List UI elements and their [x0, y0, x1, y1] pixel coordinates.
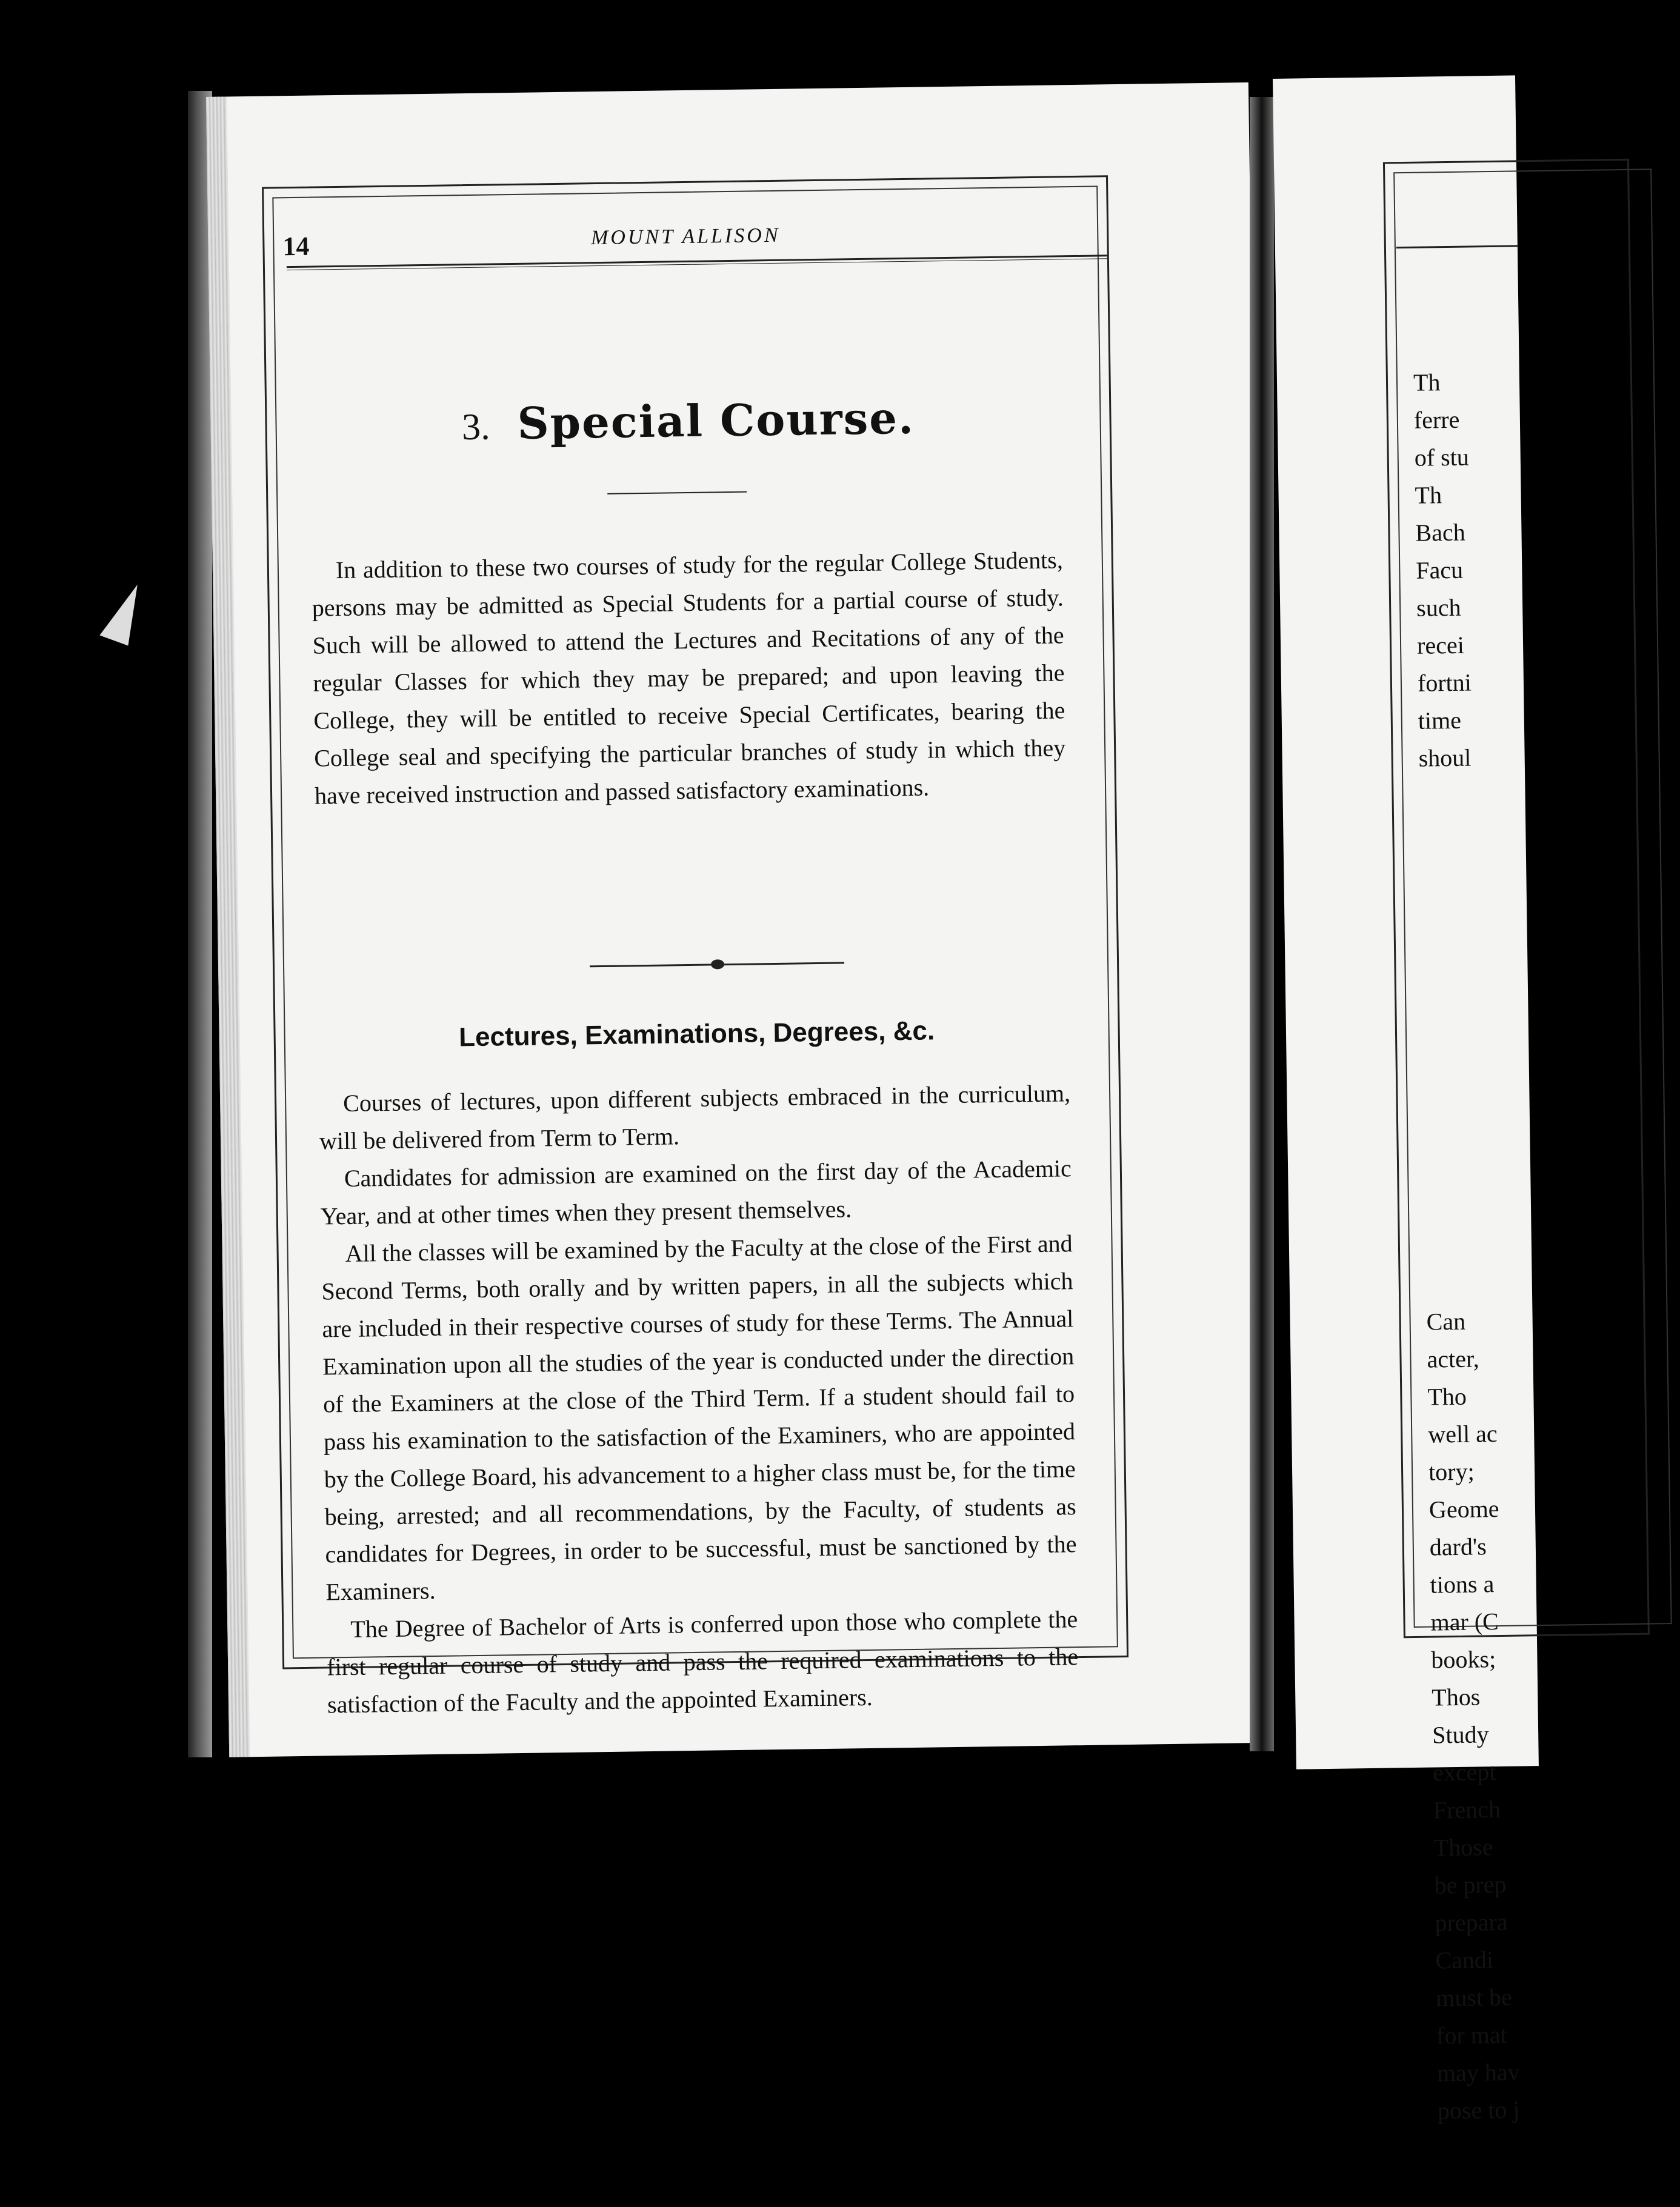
text-fragment: pose to j	[1437, 2095, 1520, 2125]
text-fragment: tory;	[1428, 1457, 1475, 1486]
lectures-text-block	[319, 1074, 1079, 1723]
text-fragment: Geome	[1428, 1495, 1499, 1523]
paragraph: All the classes will be examined by the Faculty at the close of the First and Second Terms, both orally and by written papers, in all the subjects which are included in their respective courses of study for these Terms. The Annual Examination upon all the studies of the year is conducted under the direction of the Examiners at the close of the Third Term. If a student should fail to pass his examination to the satisfaction of the Examiners, who are appointed by the College Board, his advancement to a higher class must be, for the time being, arrested; and all recommendations, by the Faculty, of students as candidates for Degrees, in order to be successful, must be sanctioned by the Examiners.	[321, 1230, 1077, 1606]
text-fragment: of stu	[1414, 443, 1470, 471]
text-fragment: Study	[1432, 1720, 1489, 1749]
left-page	[206, 82, 1272, 1757]
intro-paragraph: In addition to these two courses of study for the regular College Students, persons may be admitted as Special Students for a partial course of study. Such will be allowed to attend the Lectures and Recitations of any of the regular Classes for which they may be prepared; and upon leaving the College, they will be entitled to receive Special Certificates, bearing the College seal and specifying the particular branches of study in which they have received instruction and passed satisfactory examinations.	[312, 546, 1066, 810]
paragraph: The Degree of Bachelor of Arts is conferred upon those who complete the first regular course of study and pass the required examinations to the satisfaction of the Faculty and the appointed Examiners.	[326, 1605, 1079, 1719]
text-fragment: Candi	[1435, 1946, 1494, 1974]
text-fragment: dard's	[1429, 1533, 1487, 1561]
text-fragment: Thos	[1432, 1683, 1481, 1711]
text-fragment: Facu	[1416, 556, 1464, 584]
right-bottom-fragments	[1426, 1302, 1521, 2130]
subheading: Lectures, Examinations, Degrees, &c.	[458, 1016, 935, 1053]
paper-scrap	[99, 578, 148, 645]
text-fragment: must be	[1435, 1983, 1513, 2012]
text-fragment: except	[1432, 1758, 1496, 1786]
page-number: 14	[282, 231, 310, 262]
text-fragment: be prep	[1434, 1870, 1507, 1899]
text-fragment: mar (C	[1430, 1608, 1499, 1636]
text-fragment: books;	[1431, 1645, 1496, 1674]
text-fragment: Can	[1426, 1307, 1466, 1336]
text-fragment: shoul	[1418, 744, 1472, 772]
text-fragment: fortni	[1417, 668, 1472, 697]
text-fragment: Tho	[1427, 1382, 1467, 1411]
paragraph: Courses of lectures, upon different subjects embraced in the curriculum, will be delivered from Term to Term.	[319, 1079, 1071, 1155]
text-fragment: well ac	[1427, 1420, 1498, 1448]
text-fragment: for mat	[1436, 2020, 1508, 2049]
page-edge	[206, 97, 250, 1757]
running-title: MOUNT ALLISON	[590, 224, 781, 250]
text-fragment: Th	[1413, 368, 1441, 396]
text-fragment: Bach	[1415, 518, 1465, 547]
text-fragment: may hav	[1436, 2058, 1520, 2087]
book-edge-shadow	[188, 91, 212, 1757]
section-title: Special Course.	[517, 391, 915, 449]
section-number: 3.	[461, 406, 491, 448]
text-fragment: tions a	[1430, 1570, 1495, 1599]
right-page	[1273, 75, 1539, 2125]
text-fragment: French	[1433, 1796, 1501, 1824]
text-fragment: time	[1418, 706, 1462, 734]
right-top-fragments	[1413, 363, 1502, 777]
text-fragment: Th	[1415, 481, 1442, 509]
text-fragment: recei	[1416, 631, 1465, 659]
text-fragment: ferre	[1413, 405, 1460, 434]
text-fragment: such	[1416, 593, 1461, 622]
page-frame	[262, 175, 1128, 1719]
intro-paragraph-block	[311, 541, 1066, 814]
paragraph: Candidates for admission are examined on the first day of the Academic Year, and at other times when they present themselves.	[320, 1154, 1072, 1230]
text-fragment: acter,	[1427, 1345, 1479, 1373]
book-gutter	[1250, 97, 1274, 1751]
text-fragment: prepara	[1435, 1908, 1508, 1937]
text-fragment: Those	[1433, 1833, 1493, 1862]
ornament-dot	[711, 959, 724, 969]
